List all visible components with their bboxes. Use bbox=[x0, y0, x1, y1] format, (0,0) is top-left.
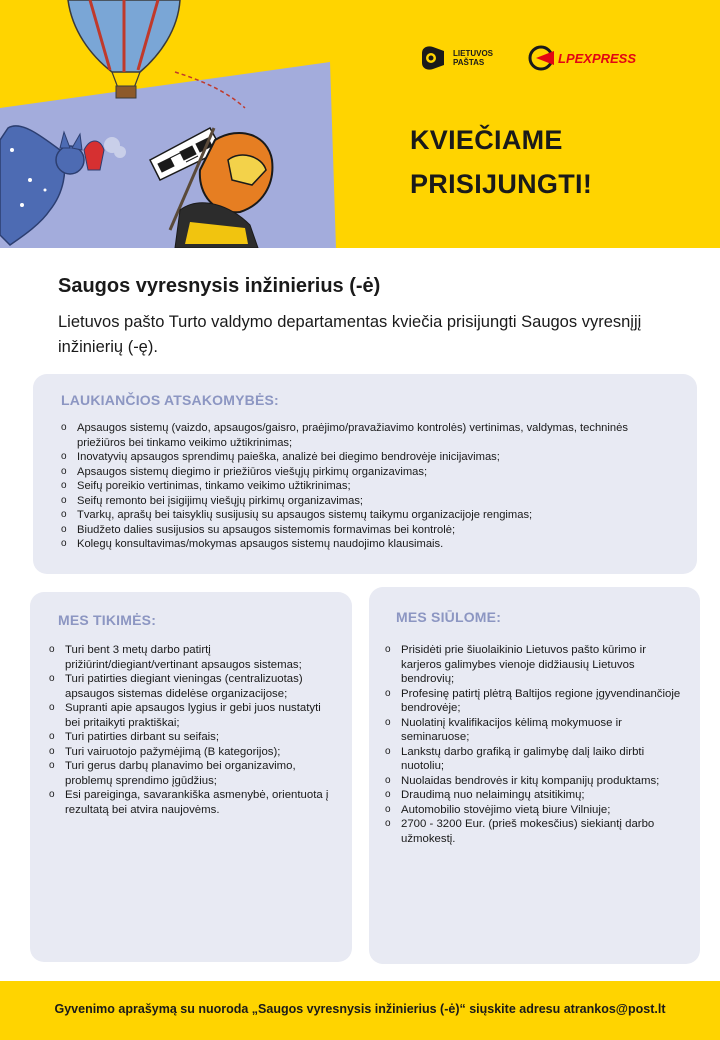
bullet-icon: o bbox=[385, 745, 391, 757]
bullet-icon: o bbox=[49, 745, 55, 757]
bullet-icon: o bbox=[49, 760, 55, 771]
list-item-text: Kolegų konsultavimas/mokymas apsaugos sistemų naudojimo klausimais. bbox=[77, 538, 444, 550]
bullet-icon: o bbox=[49, 731, 55, 742]
bullet-icon: o bbox=[61, 465, 67, 477]
list-item-text: Tvarkų, aprašų bei taisyklių susijusių su apsaugos sistemų taikymu organizacijoje rengimas; bbox=[77, 509, 533, 521]
list-item-text: Profesinę patirtį plėtrą Baltijos regione įgyvendinančioje bendrovėje; bbox=[401, 687, 681, 714]
list-item-text: Draudimą nuo nelaimingų atsitikimų; bbox=[401, 789, 585, 801]
list-item bbox=[49, 788, 339, 817]
list-item-text: Turi vairuotojo pažymėjimą (B kategorijos); bbox=[65, 745, 281, 758]
bullet-icon: o bbox=[49, 702, 55, 713]
list-item-text: Supranti apie apsaugos lygius ir gebi juos nustatyti bei pritaikyti praktiškai; bbox=[65, 702, 321, 729]
bullet-icon: o bbox=[385, 789, 391, 800]
bullet-icon: o bbox=[61, 523, 67, 535]
list-item bbox=[385, 774, 685, 789]
bullet-icon: o bbox=[49, 644, 55, 655]
list-item bbox=[61, 465, 671, 480]
bullet-icon: o bbox=[61, 480, 67, 491]
job-title: Saugos vyresnysis inžinierius (-ė) bbox=[58, 275, 381, 297]
list-item-text: Turi bent 3 metų darbo patirtį prižiūrint/diegiant/vertinant apsaugos sistemas; bbox=[65, 644, 302, 671]
list-item bbox=[385, 803, 685, 818]
headline-line2: PRISIJUNGTI! bbox=[410, 169, 593, 199]
list-item bbox=[61, 494, 671, 509]
list-item-text: Inovatyvių apsaugos sprendimų paieška, analizė bei diegimo bendrovėje inicijavimas; bbox=[77, 451, 500, 463]
bullet-icon: o bbox=[385, 687, 391, 699]
footer-banner bbox=[0, 981, 720, 1040]
logo-group bbox=[420, 42, 650, 74]
post-horn-icon bbox=[420, 45, 450, 71]
headline bbox=[410, 118, 592, 206]
list-item bbox=[61, 479, 671, 494]
list-item bbox=[385, 788, 685, 803]
list-item bbox=[385, 716, 685, 745]
list-item bbox=[61, 421, 671, 450]
list-item-text: Apsaugos sistemų diegimo ir priežiūros viešųjų pirkimų organizavimas; bbox=[77, 465, 428, 478]
job-intro: Lietuvos pašto Turto valdymo departamentas kviečia prisijungti Saugos vyresnįjį inžinierių (-ę). bbox=[58, 313, 642, 356]
illustration-balloon-cat-racer bbox=[0, 0, 340, 248]
bullet-icon: o bbox=[385, 644, 391, 655]
bullet-icon: o bbox=[49, 673, 55, 684]
bullet-icon: o bbox=[61, 509, 67, 520]
responsibilities-title: LAUKIANČIOS ATSAKOMYBĖS: bbox=[61, 392, 279, 408]
list-item-text: Turi gerus darbų planavimo bei organizavimo, problemų sprendimo įgūdžius; bbox=[65, 760, 296, 787]
bullet-icon: o bbox=[61, 494, 67, 506]
list-item bbox=[61, 508, 671, 523]
logo-lp-line1: LIETUVOS bbox=[453, 49, 494, 58]
offer-list bbox=[385, 643, 685, 846]
list-item-text: Seifų poreikio vertinimas, tinkamo veikimo užtikrinimas; bbox=[77, 480, 351, 492]
bullet-icon: o bbox=[385, 774, 391, 786]
list-item bbox=[49, 745, 339, 760]
list-item-text: Nuolaidas bendrovės ir kitų kompanijų produktams; bbox=[401, 774, 660, 787]
list-item bbox=[61, 450, 671, 465]
list-item-text: 2700 - 3200 Eur. (prieš mokesčius) siekiantį darbo užmokestį. bbox=[401, 818, 655, 845]
express-horn-icon bbox=[528, 45, 556, 71]
bullet-icon: o bbox=[61, 422, 67, 433]
list-item bbox=[49, 730, 339, 745]
list-item-text: Automobilio stovėjimo vietą biure Vilniuje; bbox=[401, 803, 611, 816]
list-item-text: Prisidėti prie šiuolaikinio Lietuvos pašto kūrimo ir karjeros galimybes vienoje didžiausių Lietuvos bendrovių; bbox=[401, 644, 647, 685]
list-item bbox=[49, 672, 339, 701]
list-item bbox=[49, 759, 339, 788]
responsibilities-card bbox=[33, 374, 697, 574]
logo-lp-line2: PAŠTAS bbox=[453, 58, 485, 67]
list-item bbox=[385, 745, 685, 774]
list-item-text: Turi patirties dirbant su seifais; bbox=[65, 731, 220, 743]
list-item bbox=[385, 687, 685, 716]
logo-express-text: LPEXPRESS bbox=[558, 50, 637, 66]
list-item bbox=[385, 817, 685, 846]
bullet-icon: o bbox=[61, 451, 67, 462]
lietuvos-pastas-logo bbox=[420, 42, 493, 74]
requirements-list bbox=[49, 643, 339, 817]
bullet-icon: o bbox=[385, 716, 391, 728]
requirements-title: MES TIKIMĖS: bbox=[58, 612, 157, 628]
list-item bbox=[49, 643, 339, 672]
list-item-text: Nuolatinį kvalifikacijos kėlimą mokymuose ir seminaruose; bbox=[401, 716, 622, 743]
list-item-text: Biudžeto dalies susijusios su apsaugos sistemomis formavimas bei kontrolė; bbox=[77, 523, 456, 536]
list-item-text: Esi pareiginga, savarankiška asmenybė, orientuota į rezultatą bei atvira naujovėms. bbox=[65, 789, 329, 816]
list-item bbox=[49, 701, 339, 730]
bullet-icon: o bbox=[61, 538, 67, 549]
footer-instructions: Gyvenimo aprašymą su nuoroda „Saugos vyresnysis inžinierius (-ė)“ siųskite adresu atrankos@post.lt bbox=[54, 1002, 666, 1016]
list-item-text: Lankstų darbo grafiką ir galimybę dalį laiko dirbti nuotoliu; bbox=[401, 745, 645, 772]
headline-line1: KVIEČIAME bbox=[410, 125, 563, 155]
offer-title: MES SIŪLOME: bbox=[396, 609, 502, 625]
responsibilities-list bbox=[61, 421, 671, 552]
list-item-text: Turi patirties diegiant vieningas (centralizuotas) apsaugos sistemas didelėse organizacijose; bbox=[65, 673, 303, 700]
lpexpress-logo bbox=[528, 42, 636, 74]
list-item-text: Seifų remonto bei įsigijimų viešųjų pirkimų organizavimas; bbox=[77, 494, 364, 507]
list-item bbox=[385, 643, 685, 687]
header-banner bbox=[0, 0, 720, 248]
list-item bbox=[61, 537, 671, 552]
list-item bbox=[61, 523, 671, 538]
bullet-icon: o bbox=[49, 789, 55, 800]
list-item-text: Apsaugos sistemų (vaizdo, apsaugos/gaisro, praėjimo/pravažiavimo kontrolės) vertinimas, valdymas, techninės priežiūros bei tinkamo veikimo užtikrinimas; bbox=[77, 422, 628, 449]
requirements-card bbox=[30, 592, 352, 962]
bullet-icon: o bbox=[385, 803, 391, 815]
bullet-icon: o bbox=[385, 818, 391, 829]
offer-card bbox=[369, 587, 700, 964]
